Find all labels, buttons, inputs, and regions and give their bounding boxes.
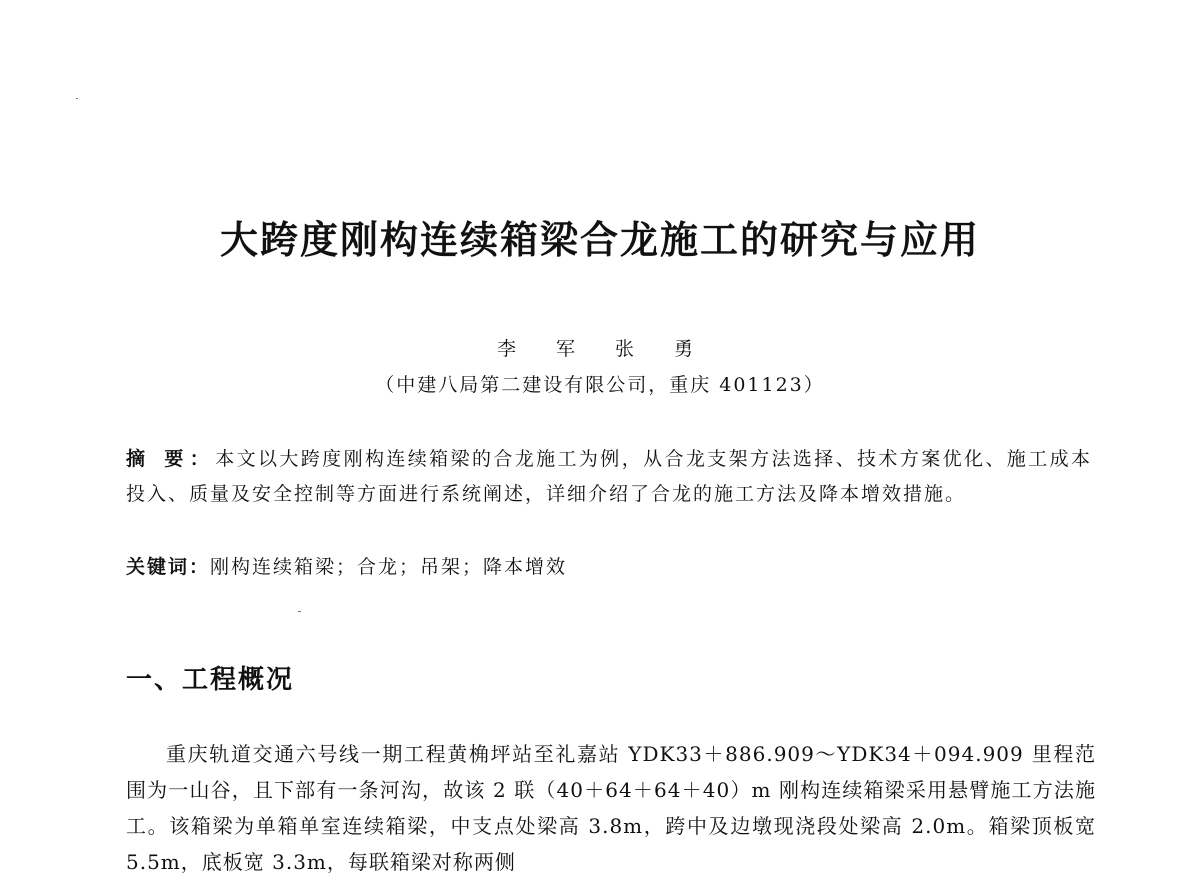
abstract-label: 摘 要： (126, 448, 216, 470)
section-heading: 一、工程概况 (126, 665, 295, 695)
scan-artifact (298, 611, 301, 612)
keywords-text: 刚构连续箱梁；合龙；吊架；降本增效 (210, 556, 568, 578)
keywords (126, 550, 1092, 585)
keywords-label: 关键词： (126, 556, 211, 578)
paper-title: 大跨度刚构连续箱梁合龙施工的研究与应用 (219, 218, 980, 262)
abstract (126, 442, 1092, 512)
abstract-text: 本文以大跨度刚构连续箱梁的合龙施工为例，从合龙支架方法选择、技术方案优化、施工成本投入、质量及安全控制等方面进行系统阐述，详细介绍了合龙的施工方法及降本增效措施。 (126, 448, 1092, 505)
scan-artifact (76, 98, 78, 99)
author-affiliation: （中建八局第二建设有限公司，重庆 401123） (375, 374, 825, 396)
body-paragraph: 重庆轨道交通六号线一期工程黄桷坪站至礼嘉站 YDK33＋886.909～YDK34＋094.909 里程范围为一山谷，且下部有一条河沟，故该 2 联（40＋64＋64＋40）m 刚构连续箱梁采用悬臂施工方法施工。该箱梁为单箱单室连续箱梁，中支点处梁高 3.8m，跨中及边墩现浇段处梁高 2.0m。箱梁顶板宽 5.5m，底板宽 3.3m，每联箱梁对称两侧 (126, 742, 1096, 874)
author-list: 李 军 张 勇 (496, 338, 704, 360)
